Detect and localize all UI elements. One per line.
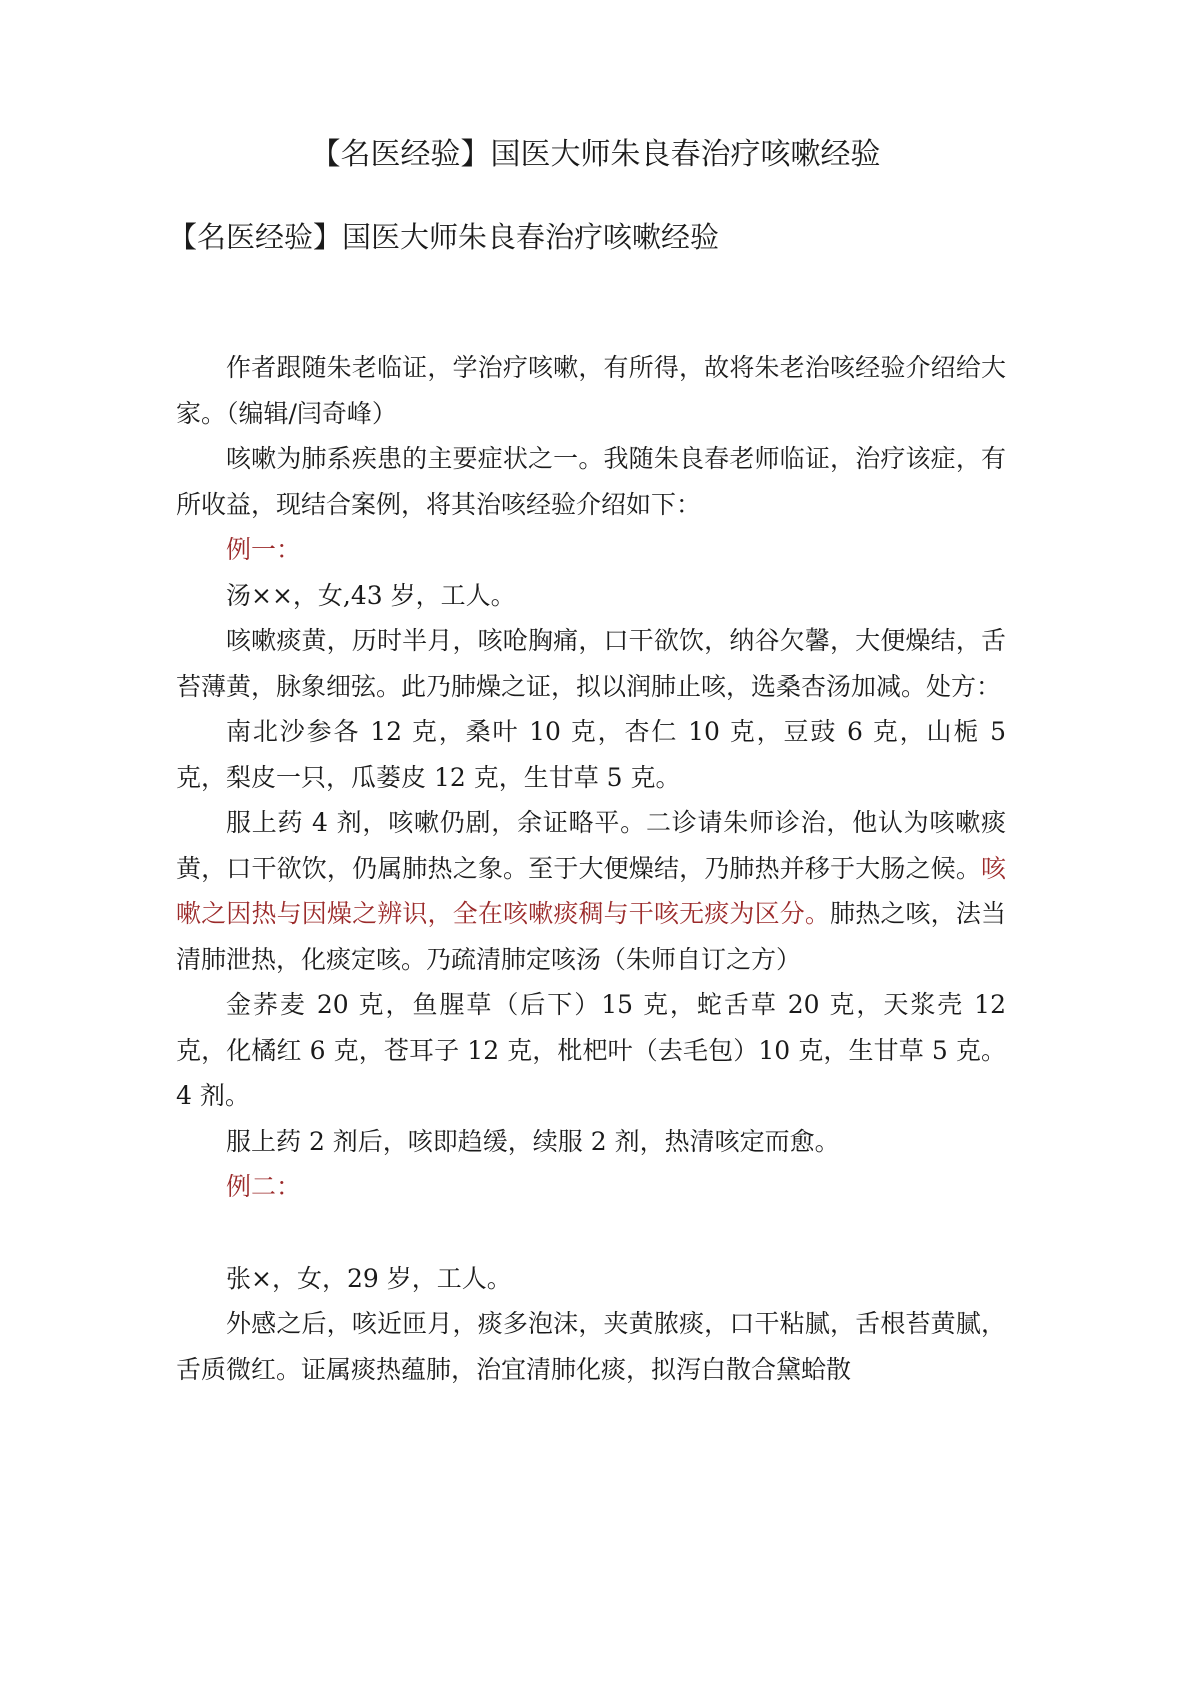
case1-followup: [176, 800, 1006, 982]
case1-heading: 例一：: [226, 535, 302, 564]
case1-followup-highlight: 咳嗽之因热与因燥之辨识，全在咳嗽痰稠与干咳无痰为区分。: [176, 853, 1006, 928]
case1-patient: 汤××，女,43 岁，工人。: [226, 580, 516, 610]
article-subtitle: 【名医经验】国医大师朱良春治疗咳嗽经验: [168, 220, 720, 254]
case1-prescription-1: 南北沙参各 12 克，桑叶 10 克，杏仁 10 克，豆豉 6 克，山栀 5 克，梨皮一只，瓜蒌皮 12 克，生甘草 5 克。: [176, 717, 1006, 792]
overview-paragraph: 咳嗽为肺系疾患的主要症状之一。我随朱良春老师临证，治疗该症，有所收益，现结合案例，将其治咳经验介绍如下：: [176, 444, 1006, 519]
case1-symptoms: 咳嗽痰黄，历时半月，咳呛胸痛，口干欲饮，纳谷欠馨，大便燥结，舌苔薄黄，脉象细弦。此乃肺燥之证，拟以润肺止咳，选桑杏汤加减。处方：: [176, 626, 1006, 701]
case2-heading: 例二：: [226, 1172, 302, 1201]
case2-symptoms: 外感之后，咳近匝月，痰多泡沫，夹黄脓痰，口干粘腻，舌根苔黄腻，舌质微红。证属痰热蕴肺，治宜清肺化痰，拟泻白散合黛蛤散: [176, 1309, 1006, 1384]
article-body: [176, 345, 1006, 1392]
case1-prescription-2: 金荞麦 20 克，鱼腥草（后下）15 克，蛇舌草 20 克，天浆壳 12 克，化橘红 6 克，苍耳子 12 克，枇杷叶（去毛包）10 克，生甘草 5 克。4 剂。: [176, 990, 1006, 1110]
case1-followup-text-b: 肺热之咳，法当清肺泄热，化痰定咳。乃疏清肺定咳汤（朱师自订之方）: [176, 899, 1006, 974]
case1-result: 服上药 2 剂后，咳即趋缓，续服 2 剂，热清咳定而愈。: [226, 1126, 840, 1156]
page-title: 【名医经验】国医大师朱良春治疗咳嗽经验: [310, 137, 881, 172]
case2-patient: 张×，女，29 岁，工人。: [226, 1263, 512, 1293]
intro-paragraph: 作者跟随朱老临证，学治疗咳嗽，有所得，故将朱老治咳经验介绍给大家。（编辑/闫奇峰）: [176, 353, 1006, 428]
case1-followup-text-a: 服上药 4 剂，咳嗽仍剧，余证略平。二诊请朱师诊治，他认为咳嗽痰黄，口干欲饮，仍属肺热之象。至于大便燥结，乃肺热并移于大肠之候。: [176, 808, 1006, 883]
